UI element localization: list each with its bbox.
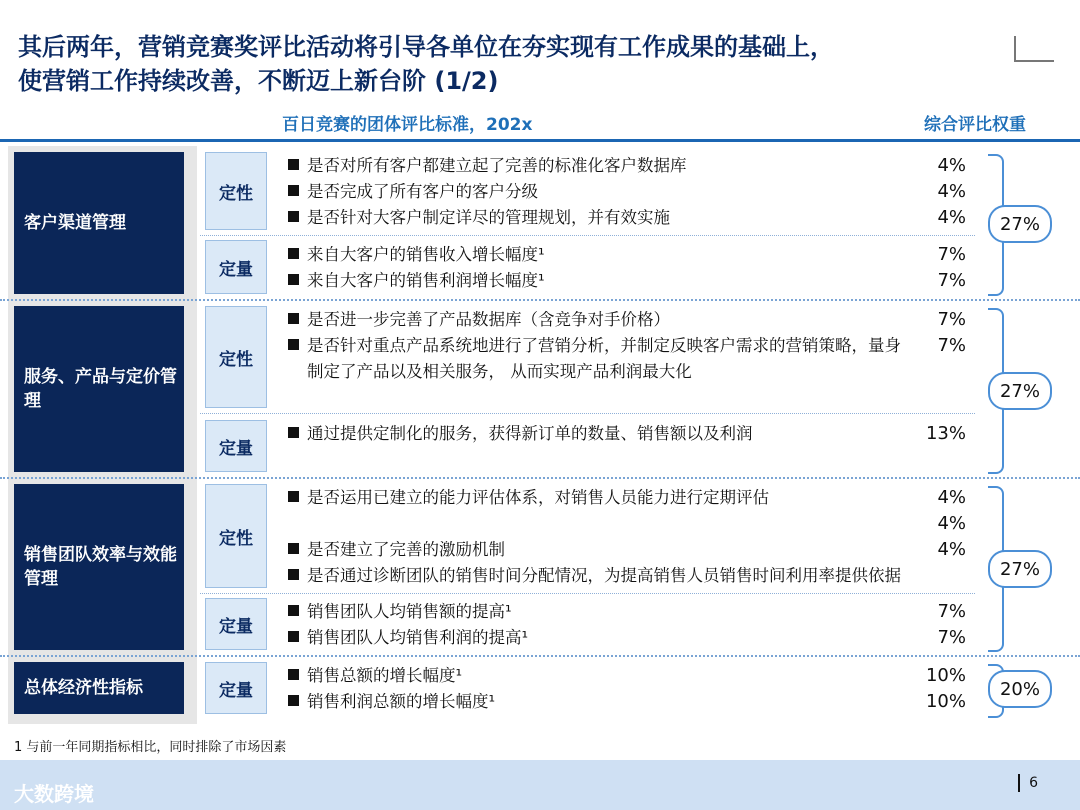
tag-qualitative: 定性 bbox=[205, 152, 267, 230]
group-divider bbox=[200, 593, 975, 594]
list-item: 通过提供定制化的服务，获得新订单的数量、销售额以及利润 bbox=[288, 421, 898, 447]
table-subtitle: 百日竞赛的团体评比标准，202x bbox=[282, 115, 533, 135]
item-weight: 4% bbox=[937, 487, 966, 508]
title-line-1: 其后两年，营销竞赛奖评比活动将引导各单位在夯实现有工作成果的基础上， bbox=[18, 33, 834, 61]
list-item: 是否针对重点产品系统地进行了营销分析，并制定反映客户需求的营销策略，量身制定了产品以及相关服务， 从而实现产品利润最大化 bbox=[288, 333, 907, 385]
square-bullet-icon bbox=[288, 605, 299, 616]
list-item: 来自大客户的销售收入增长幅度¹ bbox=[288, 242, 898, 268]
list-item: 是否运用已建立的能力评估体系，对销售人员能力进行定期评估 bbox=[288, 485, 907, 511]
category-divider bbox=[0, 655, 1080, 657]
category-total-weight: 27% bbox=[988, 550, 1052, 588]
list-item: 是否对所有客户都建立起了完善的标准化客户数据库 bbox=[288, 153, 898, 179]
list-item: 来自大客户的销售利润增长幅度¹ bbox=[288, 268, 898, 294]
item-weight: 10% bbox=[925, 691, 966, 712]
category-total-weight: 27% bbox=[988, 372, 1052, 410]
square-bullet-icon bbox=[288, 427, 299, 438]
footnote: 1 与前一年同期指标相比，同时排除了市场因素 bbox=[14, 740, 287, 755]
list-item: 是否通过诊断团队的销售时间分配情况，为提高销售人员销售时间利用率提供依据 bbox=[288, 563, 907, 591]
square-bullet-icon bbox=[288, 669, 299, 680]
square-bullet-icon bbox=[288, 695, 299, 706]
list-item: 销售团队人均销售额的提高¹ bbox=[288, 599, 898, 625]
list-item: 销售总额的增长幅度¹ bbox=[288, 663, 898, 689]
group-divider bbox=[200, 413, 975, 414]
category-divider bbox=[0, 477, 1080, 479]
square-bullet-icon bbox=[288, 339, 299, 350]
square-bullet-icon bbox=[288, 569, 299, 580]
corner-bracket-decoration bbox=[1014, 36, 1054, 62]
category-customer-channel: 客户渠道管理 bbox=[14, 152, 184, 294]
item-weight: 4% bbox=[937, 155, 966, 176]
square-bullet-icon bbox=[288, 211, 299, 222]
watermark-logo: 大数跨境 bbox=[14, 782, 94, 806]
list-item: 销售利润总额的增长幅度¹ bbox=[288, 689, 898, 715]
category-divider bbox=[0, 299, 1080, 301]
square-bullet-icon bbox=[288, 631, 299, 642]
title-line-2: 使营销工作持续改善，不断迈上新台阶 (1/2) bbox=[18, 67, 499, 95]
tag-quantitative: 定量 bbox=[205, 420, 267, 472]
page-number: 6 bbox=[1029, 775, 1038, 791]
item-weight: 7% bbox=[937, 627, 966, 648]
square-bullet-icon bbox=[288, 248, 299, 259]
item-weight: 4% bbox=[937, 181, 966, 202]
category-overall-economic: 总体经济性指标 bbox=[14, 662, 184, 714]
tag-quantitative: 定量 bbox=[205, 598, 267, 650]
category-total-weight: 20% bbox=[988, 670, 1052, 708]
list-item: 是否建立了完善的激励机制 bbox=[288, 537, 898, 563]
item-weight: 4% bbox=[937, 539, 966, 560]
list-item: 是否针对大客户制定详尽的管理规划，并有效实施 bbox=[288, 205, 898, 231]
square-bullet-icon bbox=[288, 274, 299, 285]
square-bullet-icon bbox=[288, 313, 299, 324]
item-weight: 7% bbox=[937, 270, 966, 291]
list-item: 是否完成了所有客户的客户分级 bbox=[288, 179, 898, 205]
tag-qualitative: 定性 bbox=[205, 306, 267, 408]
tag-quantitative: 定量 bbox=[205, 662, 267, 714]
item-weight: 4% bbox=[937, 207, 966, 228]
tag-qualitative: 定性 bbox=[205, 484, 267, 588]
category-sales-team-efficiency: 销售团队效率与效能管理 bbox=[14, 484, 184, 650]
category-total-weight: 27% bbox=[988, 205, 1052, 243]
weight-column-header: 综合评比权重 bbox=[924, 115, 1026, 135]
item-weight: 13% bbox=[925, 423, 966, 444]
tag-quantitative: 定量 bbox=[205, 240, 267, 294]
footer-band bbox=[0, 760, 1080, 810]
item-weight: 10% bbox=[925, 665, 966, 686]
square-bullet-icon bbox=[288, 185, 299, 196]
square-bullet-icon bbox=[288, 491, 299, 502]
item-weight: 4% bbox=[937, 513, 966, 534]
item-weight: 7% bbox=[937, 601, 966, 622]
header-rule bbox=[0, 139, 1080, 142]
square-bullet-icon bbox=[288, 159, 299, 170]
group-divider bbox=[200, 235, 975, 236]
square-bullet-icon bbox=[288, 543, 299, 554]
page-number-divider bbox=[1018, 774, 1020, 792]
item-weight: 7% bbox=[937, 244, 966, 265]
category-service-product-pricing: 服务、产品与定价管理 bbox=[14, 306, 184, 472]
list-item: 销售团队人均销售利润的提高¹ bbox=[288, 625, 898, 651]
item-weight: 7% bbox=[937, 309, 966, 330]
page-title bbox=[18, 30, 1008, 98]
list-item: 是否进一步完善了产品数据库（含竞争对手价格） bbox=[288, 307, 898, 333]
item-weight: 7% bbox=[937, 335, 966, 356]
